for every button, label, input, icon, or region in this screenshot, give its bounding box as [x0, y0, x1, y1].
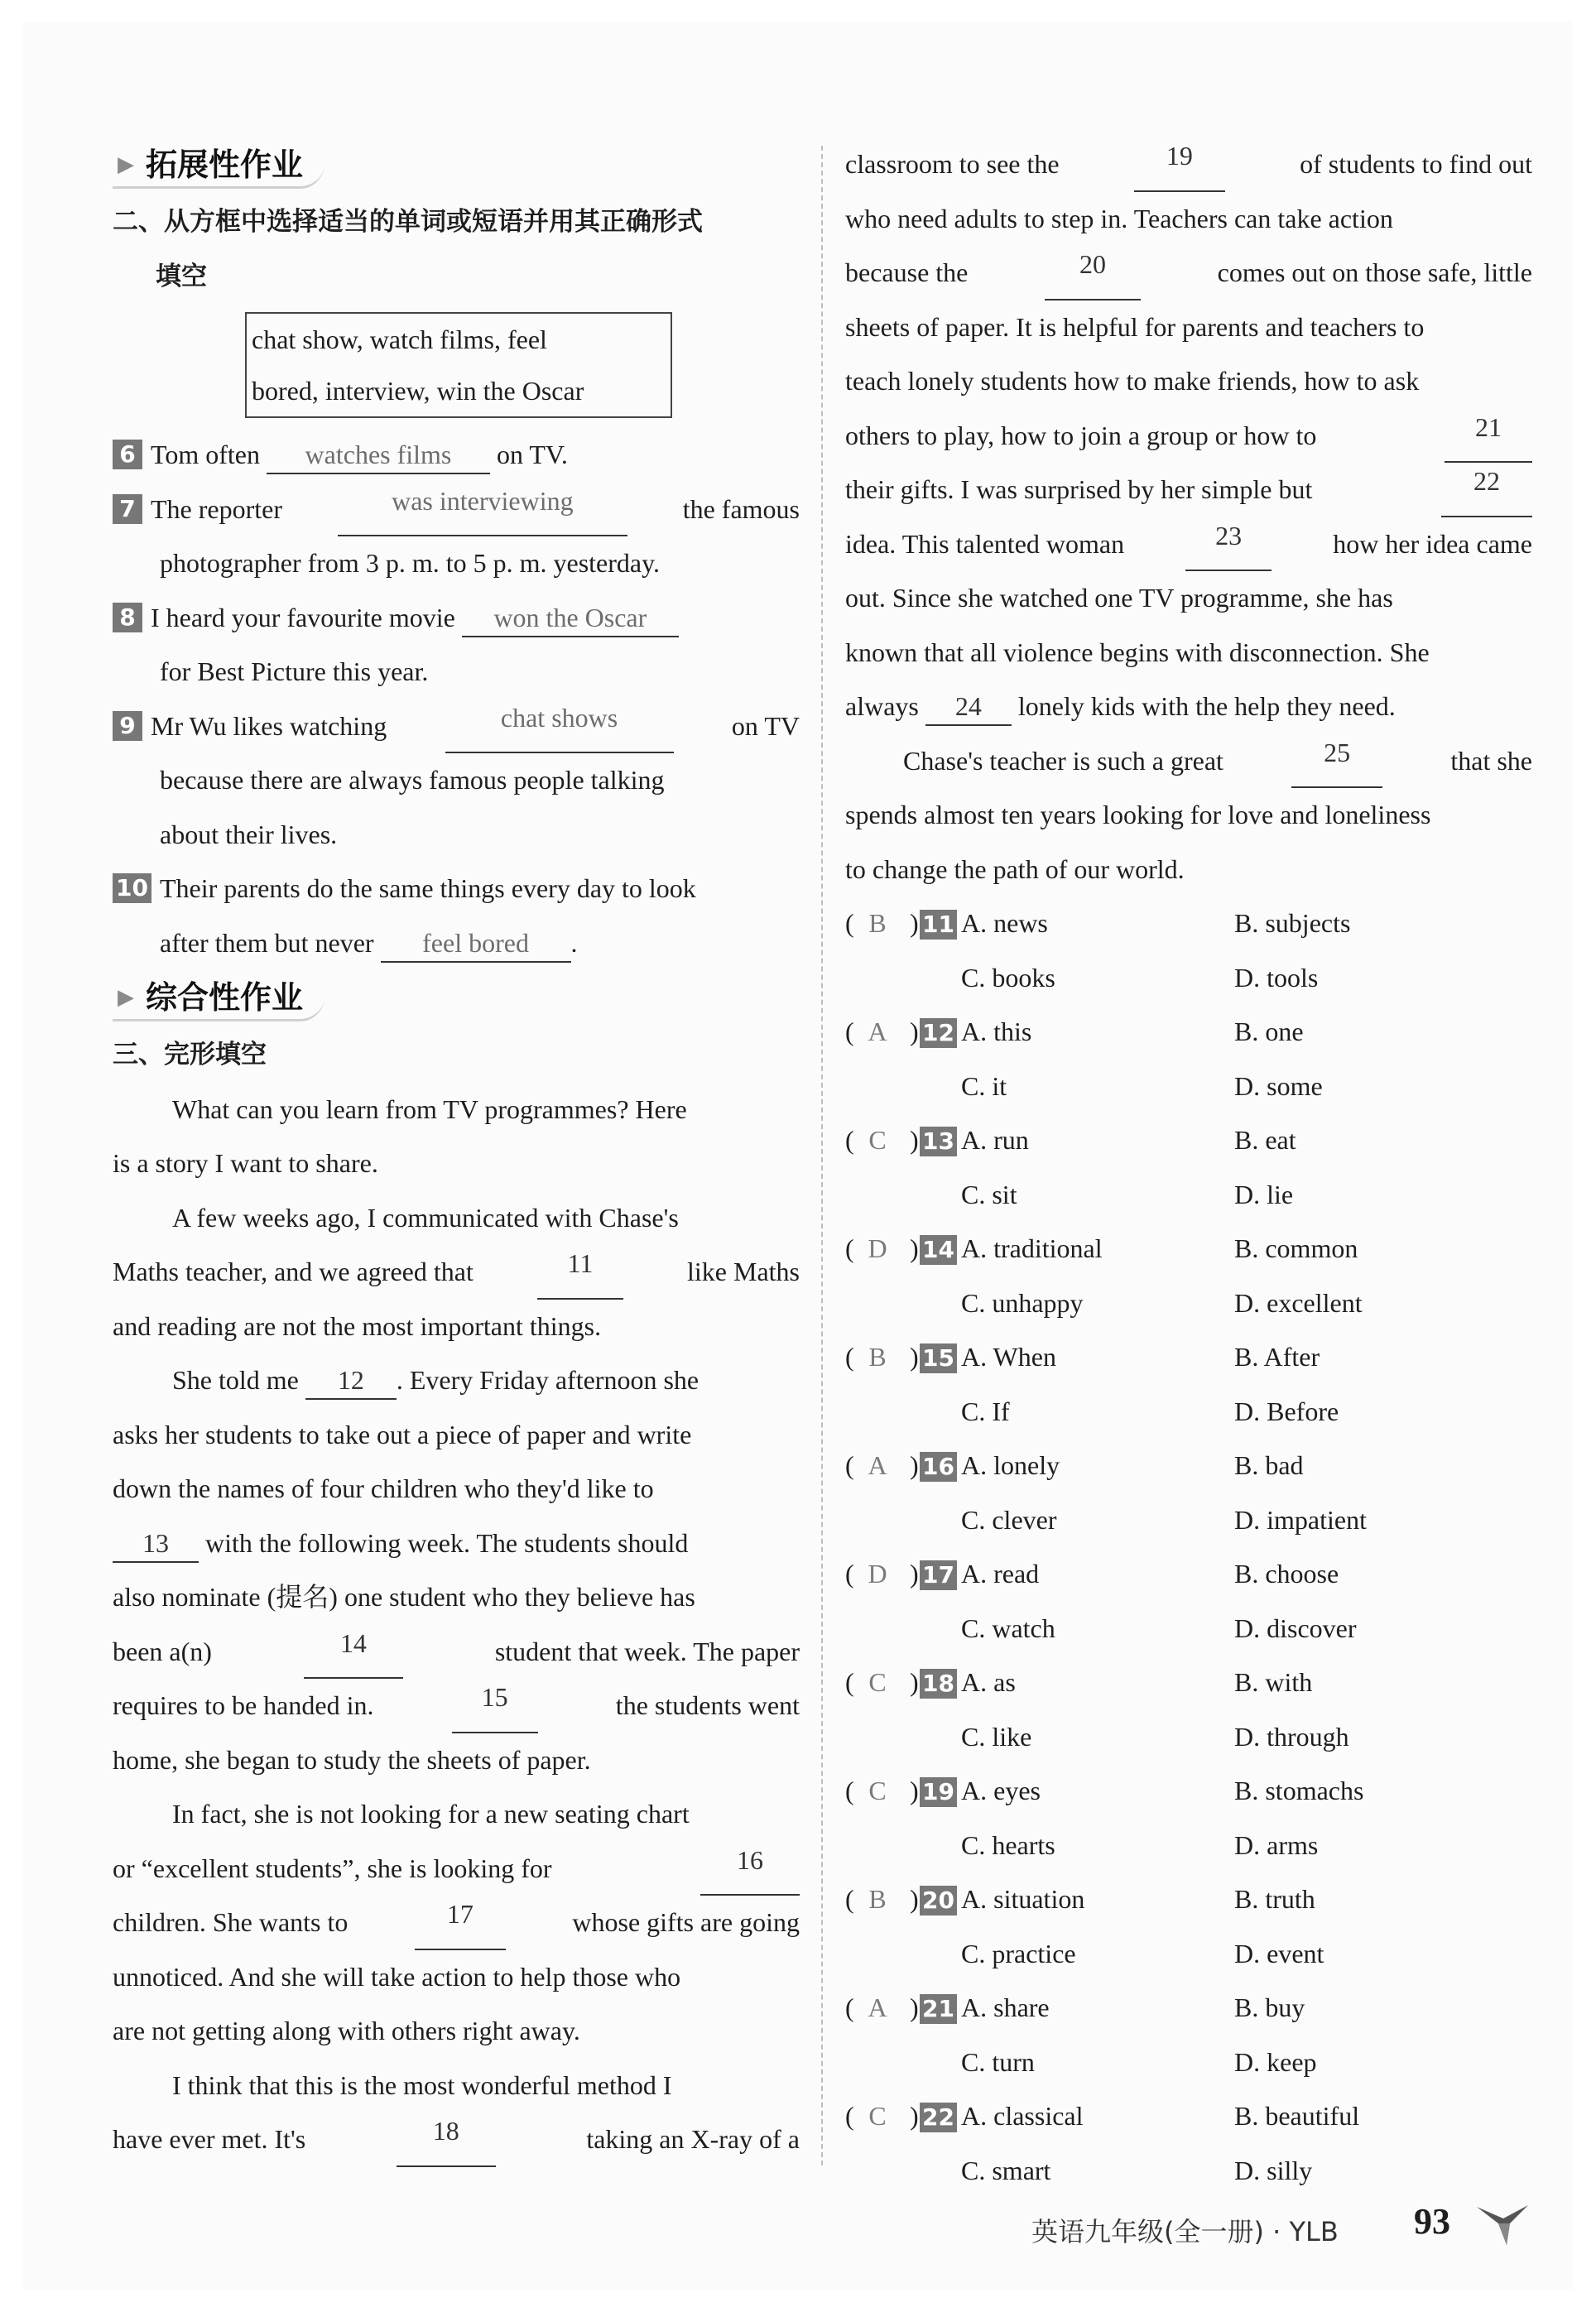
option-row-cont	[845, 1819, 1532, 1873]
option-c[interactable]: C. unhappy	[961, 1287, 1084, 1318]
left-column: ▶ 拓展性作业 二、从方框中选择适当的单词或短语并用其正确形式 填空 chat show, watch films, feel bored, interview, win the Oscar 6 Tom often watches films on TV. 7 The reporter was interviewing the famous photographer from 3 p. m. to 5 p. m. yesterday. 8 I heard your favourite movie won the Oscar for Best Picture this year. 9 Mr Wu likes watching chat shows on TV because there are always famous people talking about their lives. 10 Their parents do the same things every day to look after them but never feel bored . ▶ 综合性作业 三、完形填空 What can you learn from TV programmes? Here is a story I want to share. A few weeks ago, I communicated with Chase's Maths teacher, and we agreed that 11 like Maths and reading are not the most important things. She told me 12 . Every Friday afternoon she asks her students to take out a piece of paper and write down the names of four children who they'd like to 13 with the following week. The students should also nominate (提名) one student who they believe has been a(n) 14 student that week. The paper requires to be handed in. 15 the students went home, she began to study the sheets of paper. In fact, she is not looking for a new seating chart or “excellent students”, she is looking for 16 children. She wants to 17 whose gifts are going unnoticed. And she will take action to help those who are not getting along with others right away. I think that this is the most wonderful method I have ever met. It's 18 taking an X-ray of a	[113, 137, 800, 2167]
option-d[interactable]: D. keep	[1234, 2046, 1317, 2077]
blank-20[interactable]: 20	[1045, 246, 1141, 300]
selected-answer[interactable]: C	[868, 1125, 887, 1155]
question-number: 13	[920, 1127, 957, 1156]
section-header-extended: ▶ 拓展性作业	[113, 137, 800, 195]
option-row-cont	[845, 2036, 1532, 2090]
blank-21[interactable]: 21	[1445, 409, 1532, 464]
option-row-cont	[845, 2144, 1532, 2199]
section-header-comprehensive: ▶ 综合性作业	[113, 970, 800, 1028]
blank-16[interactable]: 16	[700, 1842, 800, 1896]
option-d[interactable]: D. through	[1234, 1721, 1349, 1752]
option-b[interactable]: B. After	[1234, 1342, 1320, 1372]
selected-answer[interactable]: A	[868, 1992, 887, 2022]
question-7: 7 The reporter was interviewing the famous	[113, 483, 800, 537]
page-number: 93	[1414, 2201, 1450, 2242]
option-row	[845, 1330, 1532, 1385]
option-row	[845, 1656, 1532, 1710]
section-two-title-cont: 填空	[156, 261, 207, 291]
option-row	[845, 896, 1532, 951]
option-a[interactable]: A. this	[961, 1017, 1032, 1046]
option-b[interactable]: B. one	[1234, 1017, 1304, 1046]
option-row	[845, 1547, 1532, 1602]
question-number: 18	[920, 1669, 957, 1699]
option-a[interactable]: A. situation	[961, 1884, 1085, 1914]
selected-answer[interactable]: D	[868, 1559, 887, 1589]
selected-answer[interactable]: C	[868, 1776, 887, 1805]
option-c[interactable]: C. turn	[961, 2046, 1035, 2077]
option-b[interactable]: B. bad	[1234, 1450, 1304, 1480]
selected-answer[interactable]: D	[868, 1233, 887, 1263]
option-d[interactable]: D. discover	[1234, 1613, 1357, 1643]
section-three-title: 三、完形填空	[113, 1040, 267, 1069]
option-b[interactable]: B. truth	[1234, 1884, 1315, 1914]
option-c[interactable]: C. smart	[961, 2155, 1051, 2185]
answer-paren: ( A )	[845, 1981, 920, 2036]
option-row	[845, 1222, 1532, 1276]
option-c[interactable]: C. like	[961, 1721, 1032, 1752]
option-row	[845, 1439, 1532, 1493]
selected-answer[interactable]: B	[868, 1884, 887, 1914]
option-a[interactable]: A. eyes	[961, 1776, 1041, 1805]
selected-answer[interactable]: B	[868, 908, 887, 938]
option-a[interactable]: A. run	[961, 1125, 1029, 1155]
footer-book-title: 英语九年级(全一册) · YLB	[1031, 2216, 1339, 2247]
question-number: 22	[920, 2103, 957, 2132]
blank-11[interactable]: 11	[537, 1245, 623, 1300]
option-b[interactable]: B. choose	[1234, 1559, 1339, 1589]
selected-answer[interactable]: A	[868, 1017, 887, 1046]
option-d[interactable]: D. some	[1234, 1070, 1323, 1101]
section-two-title: 二、从方框中选择适当的单词或短语并用其正确形式	[113, 207, 703, 237]
answer-paren: ( C )	[845, 2089, 920, 2144]
blank-19[interactable]: 19	[1134, 137, 1225, 192]
question-number: 16	[920, 1452, 957, 1482]
option-row-cont	[845, 1710, 1532, 1765]
option-c[interactable]: C. practice	[961, 1938, 1076, 1968]
question-6: 6 Tom often watches films on TV.	[113, 428, 800, 483]
option-row-cont	[845, 951, 1532, 1006]
blank-13[interactable]: 13	[113, 1525, 199, 1563]
option-row-cont	[845, 1493, 1532, 1548]
option-row-cont	[845, 1927, 1532, 1982]
question-number: 14	[920, 1235, 957, 1265]
option-b[interactable]: B. common	[1234, 1233, 1358, 1263]
option-row	[845, 1113, 1532, 1168]
option-row	[845, 1872, 1532, 1927]
answer-paren: ( C )	[845, 1656, 920, 1710]
answer-paren: ( A )	[845, 1439, 920, 1493]
workbook-page	[23, 22, 1573, 2290]
option-b[interactable]: B. buy	[1234, 1992, 1305, 2022]
option-d[interactable]: D. arms	[1234, 1829, 1319, 1860]
blank-25[interactable]: 25	[1291, 734, 1382, 789]
column-divider	[821, 146, 823, 2165]
option-row-cont	[845, 1276, 1532, 1331]
option-d[interactable]: D. lie	[1234, 1179, 1294, 1209]
option-c[interactable]: C. If	[961, 1396, 1010, 1426]
option-a[interactable]: A. When	[961, 1342, 1056, 1372]
answer-10[interactable]: feel bored	[381, 925, 571, 963]
option-b[interactable]: B. beautiful	[1234, 2101, 1360, 2131]
option-a[interactable]: A. read	[961, 1559, 1040, 1589]
blank-22[interactable]: 22	[1441, 463, 1532, 517]
option-row	[845, 1005, 1532, 1060]
answer-7[interactable]: was interviewing	[338, 483, 627, 537]
answer-6[interactable]: watches films	[267, 436, 490, 474]
selected-answer[interactable]: A	[868, 1450, 887, 1480]
answer-paren: ( C )	[845, 1113, 920, 1168]
option-row-cont	[845, 1385, 1532, 1440]
question-number: 21	[920, 1994, 957, 2024]
option-a[interactable]: A. news	[961, 908, 1048, 938]
option-row	[845, 1981, 1532, 2036]
word-box: chat show, watch films, feel bored, interview, win the Oscar	[245, 312, 672, 418]
option-d[interactable]: D. tools	[1234, 962, 1319, 993]
answer-8[interactable]: won the Oscar	[462, 599, 679, 637]
option-a[interactable]: A. classical	[961, 2101, 1084, 2131]
option-row-cont	[845, 1602, 1532, 1656]
blank-17[interactable]: 17	[415, 1896, 506, 1950]
option-b[interactable]: B. with	[1234, 1667, 1313, 1697]
option-a[interactable]: A. share	[961, 1992, 1050, 2022]
answer-paren: ( B )	[845, 1872, 920, 1927]
option-d[interactable]: D. impatient	[1234, 1504, 1367, 1535]
option-b[interactable]: B. stomachs	[1234, 1776, 1364, 1805]
selected-answer[interactable]: C	[868, 2101, 887, 2131]
option-row	[845, 2089, 1532, 2144]
option-d[interactable]: D. silly	[1234, 2155, 1313, 2185]
selected-answer[interactable]: B	[868, 1342, 887, 1372]
option-d[interactable]: D. Before	[1234, 1396, 1339, 1426]
blank-14[interactable]: 14	[304, 1625, 403, 1680]
answer-paren: ( A )	[845, 1005, 920, 1060]
blank-12[interactable]: 12	[305, 1362, 397, 1400]
question-8: 8 I heard your favourite movie won the Oscar	[113, 591, 800, 646]
arrow-icon: ▶	[118, 984, 134, 1010]
question-number: 12	[920, 1018, 957, 1048]
question-number: 15	[920, 1343, 957, 1373]
arrow-icon: ▶	[118, 151, 134, 177]
selected-answer[interactable]: C	[868, 1667, 887, 1697]
option-b[interactable]: B. subjects	[1234, 908, 1351, 938]
answer-9[interactable]: chat shows	[445, 699, 674, 754]
option-c[interactable]: C. sit	[961, 1179, 1017, 1209]
option-c[interactable]: C. it	[961, 1070, 1007, 1101]
option-a[interactable]: A. lonely	[961, 1450, 1060, 1480]
bird-logo-icon	[1473, 2199, 1531, 2252]
question-9: 9 Mr Wu likes watching chat shows on TV	[113, 699, 800, 754]
option-b[interactable]: B. eat	[1234, 1125, 1296, 1155]
question-number: 11	[920, 910, 957, 940]
blank-24[interactable]: 24	[925, 688, 1012, 726]
option-c[interactable]: C. books	[961, 962, 1055, 993]
option-row-cont	[845, 1060, 1532, 1114]
option-row-cont	[845, 1168, 1532, 1223]
answer-paren: ( D )	[845, 1222, 920, 1276]
answer-paren: ( B )	[845, 896, 920, 951]
answer-paren: ( B )	[845, 1330, 920, 1385]
blank-18[interactable]: 18	[397, 2113, 496, 2167]
option-d[interactable]: D. excellent	[1234, 1287, 1363, 1318]
question-number: 20	[920, 1886, 957, 1915]
question-number: 17	[920, 1560, 957, 1590]
option-c[interactable]: C. clever	[961, 1504, 1057, 1535]
option-c[interactable]: C. hearts	[961, 1829, 1055, 1860]
option-a[interactable]: A. as	[961, 1667, 1016, 1697]
options-list	[845, 896, 1532, 2198]
answer-paren: ( D )	[845, 1547, 920, 1602]
question-number: 19	[920, 1777, 957, 1807]
option-row	[845, 1764, 1532, 1819]
right-column: classroom to see the 19 of students to find out who need adults to step in. Teachers can take action because the 20 comes out on those safe, little sheets of paper. It is helpful for parents and teachers to teach lonely students how to make friends, how to ask others to play, how to join a group or how to 21 their gifts. I was surprised by her simple but 22 idea. This talented woman 23 how her idea came out. Since she watched one TV programme, she has known that all violence begins with disconnection. She always 24 lonely kids with the help they need. Chase's teacher is such a great 25 that she spends almost ten years looking for love and loneliness to change the path of our world. ( B ) 11 A. news B. subjects C. books D. tools ( A ) 12 A. this B. one C. it D. some ( C ) 13 A. run B. eat C. sit D. lie ( D ) 14 A. traditional B. common C. unhappy D. excellent ( B ) 15 A. When B. After C. If D. Before ( A ) 16 A. lonely B. bad C. clever D. impatient ( D ) 17 A. read B. choose C. watch D. discover ( C ) 18 A. as B. with C. like D. through ( C ) 19 A. eyes B. stomachs C. hearts D. arms ( B ) 20 A. situation B. truth C. practice D. event ( A ) 21 A. share B. buy C. turn D. keep ( C ) 22 A. classical B. beautiful C. smart D. silly	[845, 137, 1532, 2198]
blank-23[interactable]: 23	[1185, 517, 1272, 572]
blank-15[interactable]: 15	[452, 1679, 538, 1733]
option-c[interactable]: C. watch	[961, 1613, 1055, 1643]
option-d[interactable]: D. event	[1234, 1938, 1324, 1968]
question-10: 10 Their parents do the same things every day to look	[113, 862, 800, 916]
option-a[interactable]: A. traditional	[961, 1233, 1103, 1263]
answer-paren: ( C )	[845, 1764, 920, 1819]
